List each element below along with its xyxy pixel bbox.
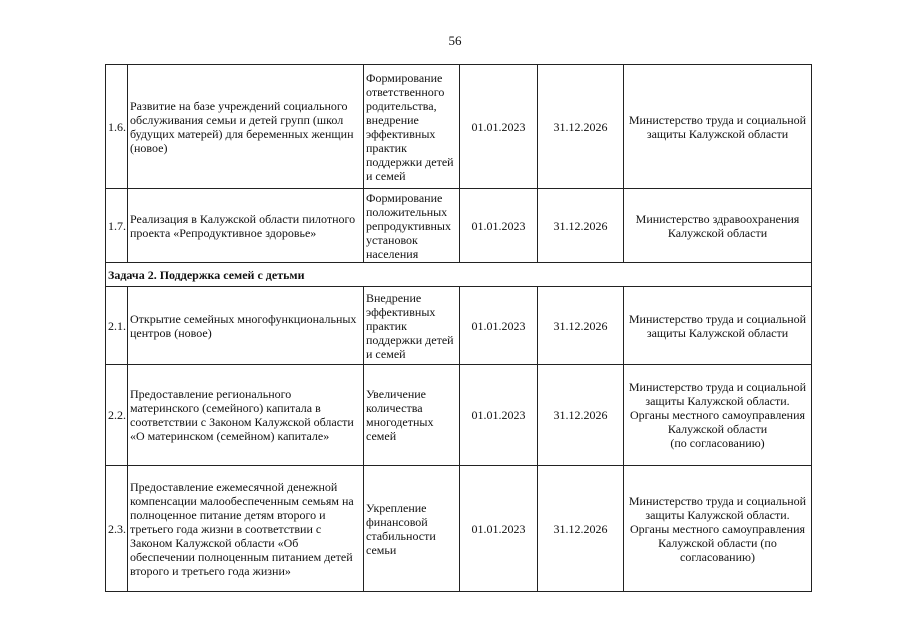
- end-date: 31.12.2026: [538, 287, 624, 365]
- expected-result: Укрепление финансовой стабильности семьи: [364, 466, 460, 592]
- end-date: 31.12.2026: [538, 466, 624, 592]
- page-number: 56: [448, 33, 462, 48]
- measure-name: Развитие на базе учреждений социального обслуживания семьи и детей групп (школ будущих матерей) для беременных женщин (новое): [128, 65, 364, 189]
- end-date: 31.12.2026: [538, 365, 624, 466]
- responsible-line: (по согласованию): [670, 436, 765, 450]
- expected-result: Увеличение количества многодетных семей: [364, 365, 460, 466]
- measures-table: [105, 64, 812, 592]
- start-date: 01.01.2023: [460, 189, 538, 263]
- start-date: 01.01.2023: [460, 65, 538, 189]
- table-row: [106, 65, 812, 189]
- table-row: [106, 466, 812, 592]
- task-header-row: [106, 263, 812, 287]
- task-title: Задача 2. Поддержка семей с детьми: [106, 263, 812, 287]
- row-number: 2.2.: [106, 365, 128, 466]
- responsible-line: Органы местного самоуправления Калужской области: [629, 408, 806, 436]
- responsible-line: Органы местного самоуправления Калужской области (по согласованию): [629, 521, 806, 564]
- expected-result: Внедрение эффективных практик поддержки детей и семей: [364, 287, 460, 365]
- measure-name: Предоставление регионального материнского (семейного) капитала в соответствии с Законом Калужской области «О материнском (семейном) капитале»: [128, 365, 364, 466]
- row-number: 2.3.: [106, 466, 128, 592]
- measure-name: Реализация в Калужской области пилотного проекта «Репродуктивное здоровье»: [128, 189, 364, 263]
- table-row: [106, 287, 812, 365]
- responsible: [624, 365, 812, 466]
- table-row: [106, 189, 812, 263]
- responsible: Министерство труда и социальной защиты Калужской области: [624, 287, 812, 365]
- table-row: [106, 365, 812, 466]
- end-date: 31.12.2026: [538, 189, 624, 263]
- responsible: [624, 466, 812, 592]
- row-number: 2.1.: [106, 287, 128, 365]
- start-date: 01.01.2023: [460, 466, 538, 592]
- row-number: 1.6.: [106, 65, 128, 189]
- start-date: 01.01.2023: [460, 365, 538, 466]
- expected-result: Формирование положительных репродуктивных установок населения: [364, 189, 460, 263]
- responsible-line: Министерство труда и социальной защиты Калужской области.: [628, 380, 807, 408]
- row-number: 1.7.: [106, 189, 128, 263]
- responsible-line: Министерство труда и социальной защиты Калужской области.: [628, 493, 807, 522]
- responsible: Министерство здравоохранения Калужской области: [624, 189, 812, 263]
- expected-result: Формирование ответственного родительства, внедрение эффективных практик поддержки детей и семей: [364, 65, 460, 189]
- measure-name: Открытие семейных многофункциональных центров (новое): [128, 287, 364, 365]
- measure-name: Предоставление ежемесячной денежной компенсации малообеспеченным семьям на полноценное питание детям второго и третьего года жизни в соответствии с Законом Калужской области «Об обеспечении полноценным питанием детей второго и третьего года жизни»: [128, 466, 364, 592]
- responsible: Министерство труда и социальной защиты Калужской области: [624, 65, 812, 189]
- start-date: 01.01.2023: [460, 287, 538, 365]
- end-date: 31.12.2026: [538, 65, 624, 189]
